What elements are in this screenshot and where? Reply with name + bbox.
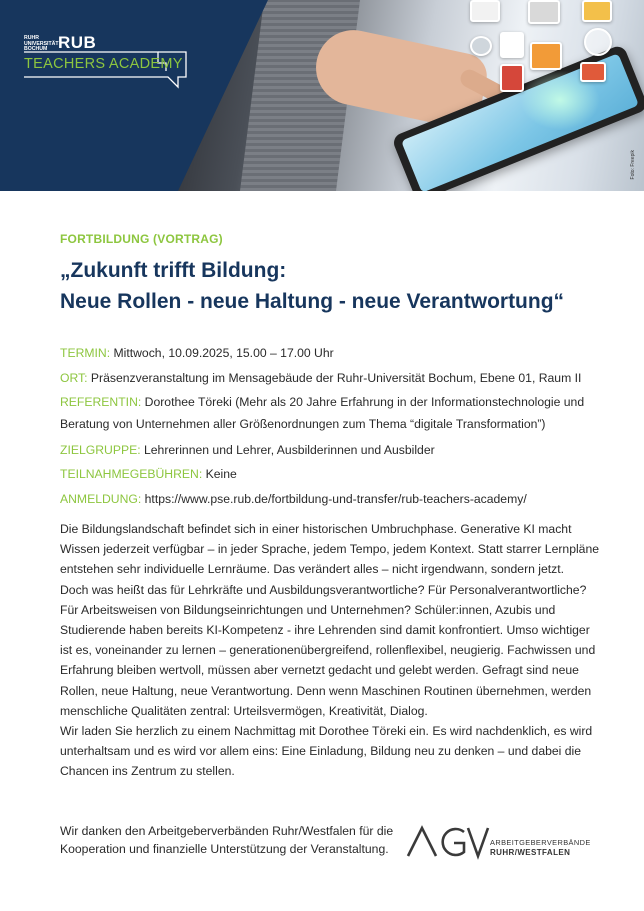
music-icon: [582, 0, 612, 22]
agv-name: ARBEITGEBERVERBÄNDE RUHR/WESTFALEN: [490, 838, 591, 857]
info-anmeldung: [60, 487, 630, 512]
gear-icon: [470, 36, 492, 56]
acknowledgement: Wir danken den Arbeitgeberverbänden Ruhr/Westfalen für die Kooperation und finanzielle Unterstützung der Veranstaltung.: [60, 824, 394, 856]
keyboard-icon: [528, 0, 560, 24]
registration-link[interactable]: https://www.pse.rub.de/fortbildung-und-transfer/rub-teachers-academy/: [141, 492, 527, 507]
info-value: Mittwoch, 10.09.2025, 15.00 – 17.00 Uhr: [110, 346, 334, 360]
search-icon: [584, 28, 612, 56]
info-gebuehren: [60, 462, 630, 487]
logo-rub: RUB: [58, 33, 97, 52]
book-icon: [500, 64, 524, 92]
agv-arrows-icon: [490, 860, 520, 866]
event-type: FORTBILDUNG (VORTRAG): [60, 232, 223, 246]
photo-divider: [178, 0, 268, 191]
info-value: Präsenzveranstaltung im Mensagebäude der Ruhr-Universität Bochum, Ebene 01, Raum II: [87, 370, 582, 385]
info-label: ANMELDUNG:: [60, 492, 142, 507]
info-zielgruppe: [60, 438, 630, 463]
agv-logo: [406, 824, 606, 864]
info-value: Lehrerinnen und Lehrer, Ausbilderinnen und Ausbilder: [140, 442, 435, 457]
logo-teachers-academy: TEACHERS ACADEMY: [24, 56, 183, 72]
event-info: [60, 341, 630, 512]
document-icon: [470, 0, 500, 22]
page-title: [60, 255, 630, 317]
info-value: Dorothee Töreki (Mehr als 20 Jahre Erfahrung in der Informationstechnologie und Beratung von Unternehmen aller Größenordnungen zum Thema “digitale Transformation”): [60, 394, 585, 431]
photo-credit: Foto: Freepik: [630, 150, 636, 180]
rub-teachers-academy-logo: [24, 33, 194, 93]
info-label: TEILNAHMEGEBÜHREN:: [60, 467, 203, 482]
info-referentin: [60, 391, 630, 435]
description: [60, 519, 600, 782]
paragraph-1: Die Bildungslandschaft befindet sich in einer historischen Umbruchphase. Generative KI macht Wissen jederzeit verfügbar – in jeder Sprache, jedem Tempo, jedem Kontext. Statt starrer Lernpläne entstehen sehr individuelle Lernräume. Das verändert alles – nicht irgendwann, sondern jetzt.: [60, 522, 600, 577]
title-line-2: Neue Rollen - neue Haltung - neue Verantwortung“: [60, 290, 565, 313]
info-termin: [60, 341, 630, 366]
logo-university-text: RUHR UNIVERSITÄT BOCHUM: [24, 35, 59, 52]
paragraph-3: Wir laden Sie herzlich zu einem Nachmittag mit Dorothee Töreki ein. Es wird nachdenklich, es wird unterhaltsam und es wird vor allem eins: Eine Einladung, Bildung neu zu denken – und dabei die Chancen ins Zentrum zu stellen.: [60, 724, 593, 779]
user-icon: [500, 32, 524, 58]
info-label: ZIELGRUPPE:: [60, 442, 141, 457]
info-label: TERMIN:: [60, 346, 111, 360]
media-icon: [580, 62, 606, 82]
header-banner: [0, 0, 644, 191]
info-label: ORT:: [60, 370, 88, 385]
title-line-1: „Zukunft trifft Bildung:: [60, 259, 287, 282]
paragraph-2: Doch was heißt das für Lehrkräfte und Ausbildungsverantwortliche? Für Personalverantwortliche? Für Arbeitsweisen von Bildungseinrichtungen und Unternehmen? Schüler:innen, Azubis und Studierende haben bereits KI-Kompetenz - ihre Lehrenden sind damit konfrontiert. Umso wichtiger ist es, voneinander zu lernen – generationenübergreifend, rollenflexibel, neugierig. Fachwissen und Erfahrung bleiben wertvoll, müssen aber vernetzt gedacht und gelebt werden. Gefragt sind neue Rollen, neue Haltung, neue Verantwortung. Denn wenn Maschinen Routinen übernehmen, werden menschliche Qualitäten zentral: Urteilsvermögen, Kreativität, Dialog.: [60, 582, 596, 718]
chart-icon: [530, 42, 562, 70]
info-value: Keine: [202, 467, 237, 482]
info-label: REFERENTIN:: [60, 394, 142, 409]
info-ort: [60, 366, 630, 391]
agv-mark-icon: [406, 824, 490, 860]
